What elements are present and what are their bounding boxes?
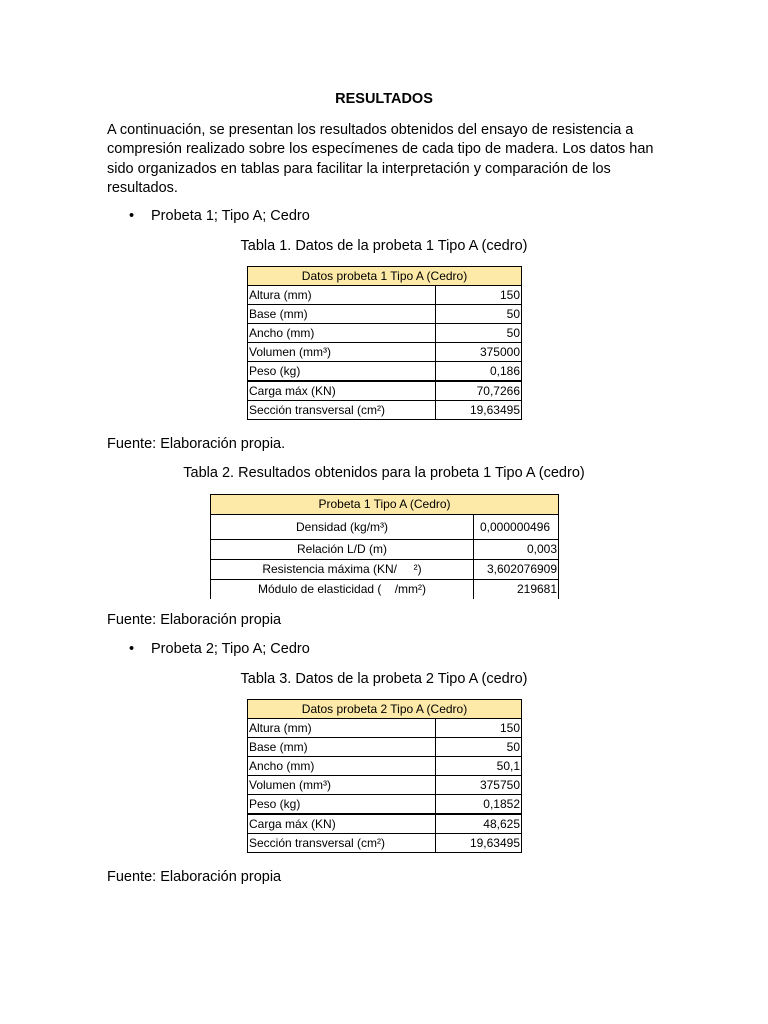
table1 (247, 266, 522, 420)
bullet-icon: • (129, 641, 135, 657)
table-cell-value: 375750 (436, 776, 522, 795)
table-cell-label: Volumen (mm³) (248, 343, 436, 362)
table-cell-label: Base (mm) (248, 738, 436, 757)
table1-caption: Tabla 1. Datos de la probeta 1 Tipo A (cedro) (240, 238, 528, 254)
table2-header: Probeta 1 Tipo A (Cedro) (211, 495, 559, 515)
table-cell-value: 0,186 (436, 362, 522, 382)
table3 (247, 699, 522, 853)
table-row (248, 324, 522, 343)
table-row (211, 580, 559, 600)
table-row (211, 515, 559, 540)
table-cell-label: Ancho (mm) (248, 757, 436, 776)
table-row (248, 381, 522, 401)
table-row (248, 814, 522, 834)
table2-caption: Tabla 2. Resultados obtenidos para la probeta 1 Tipo A (cedro) (183, 465, 585, 481)
table-cell-value: 48,625 (436, 814, 522, 834)
table1-source: Fuente: Elaboración propia. (107, 436, 286, 452)
table-row (248, 305, 522, 324)
table-cell-label: Módulo de elasticidad ( /mm²) (211, 580, 474, 600)
table-cell-label: Resistencia máxima (KN/ ²) (211, 560, 474, 580)
table-cell-label: Volumen (mm³) (248, 776, 436, 795)
table-cell-value: 19,63495 (436, 401, 522, 420)
table-row (248, 776, 522, 795)
table-row (248, 738, 522, 757)
table-row (248, 343, 522, 362)
table-row (248, 757, 522, 776)
table-cell-label: Sección transversal (cm²) (248, 834, 436, 853)
table-cell-value: 19,63495 (436, 834, 522, 853)
table-cell-value: 50,1 (436, 757, 522, 776)
table-row (248, 834, 522, 853)
table-row (211, 560, 559, 580)
table-cell-value: 375000 (436, 343, 522, 362)
table-cell-value: 0,000000496 (474, 515, 559, 540)
table-cell-label: Relación L/D (m) (211, 540, 474, 560)
table-row (211, 540, 559, 560)
table-cell-label: Peso (kg) (248, 795, 436, 815)
bullet-text: Probeta 2; Tipo A; Cedro (151, 641, 310, 657)
table-cell-value: 0,1852 (436, 795, 522, 815)
table-row (248, 719, 522, 738)
table-cell-value: 50 (436, 305, 522, 324)
table3-header: Datos probeta 2 Tipo A (Cedro) (248, 700, 522, 719)
table3-source: Fuente: Elaboración propia (107, 869, 282, 885)
table-row (248, 795, 522, 815)
table2 (210, 494, 559, 599)
table-cell-value: 150 (436, 286, 522, 305)
table-cell-value: 50 (436, 324, 522, 343)
table-cell-value: 219681 (474, 580, 559, 600)
table-cell-label: Altura (mm) (248, 719, 436, 738)
table-cell-value: 3,602076909 (474, 560, 559, 580)
table-cell-label: Sección transversal (cm²) (248, 401, 436, 420)
table-row (248, 362, 522, 382)
page-title: RESULTADOS (335, 91, 433, 107)
table-cell-value: 0,003 (474, 540, 559, 560)
table-cell-label: Peso (kg) (248, 362, 436, 382)
bullet-icon: • (129, 208, 135, 224)
table-row (248, 401, 522, 420)
table-cell-label: Base (mm) (248, 305, 436, 324)
table3-caption: Tabla 3. Datos de la probeta 2 Tipo A (cedro) (240, 671, 528, 687)
table-cell-label: Densidad (kg/m³) (211, 515, 474, 540)
table-cell-label: Carga máx (KN) (248, 381, 436, 401)
table-cell-label: Altura (mm) (248, 286, 436, 305)
table-cell-value: 50 (436, 738, 522, 757)
table1-header: Datos probeta 1 Tipo A (Cedro) (248, 267, 522, 286)
table-row (248, 286, 522, 305)
bullet-text: Probeta 1; Tipo A; Cedro (151, 208, 310, 224)
table2-source: Fuente: Elaboración propia (107, 612, 282, 628)
table-cell-value: 150 (436, 719, 522, 738)
table-cell-label: Ancho (mm) (248, 324, 436, 343)
intro-paragraph: A continuación, se presentan los resultados obtenidos del ensayo de resistencia a compresión realizado sobre los especímenes de cada tipo de madera. Los datos han sido organizados en tablas para facilitar la interpretación y comparación de los resultados. (107, 122, 654, 196)
table-cell-label: Carga máx (KN) (248, 814, 436, 834)
table-cell-value: 70,7266 (436, 381, 522, 401)
